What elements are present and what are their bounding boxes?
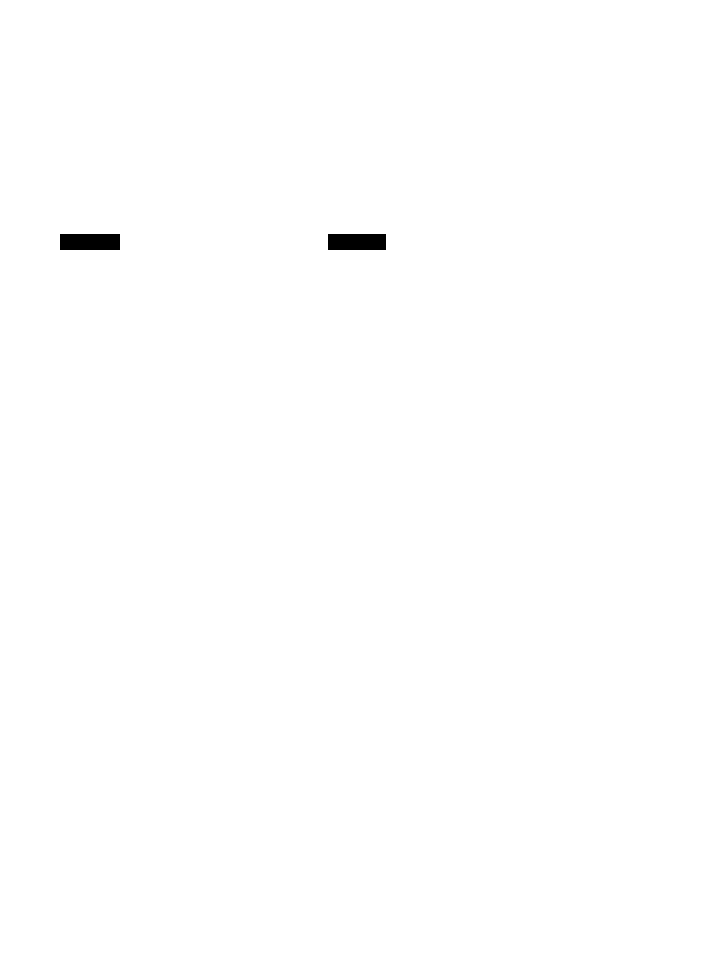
triet-tag bbox=[328, 234, 386, 250]
tuan-tag bbox=[60, 234, 120, 250]
